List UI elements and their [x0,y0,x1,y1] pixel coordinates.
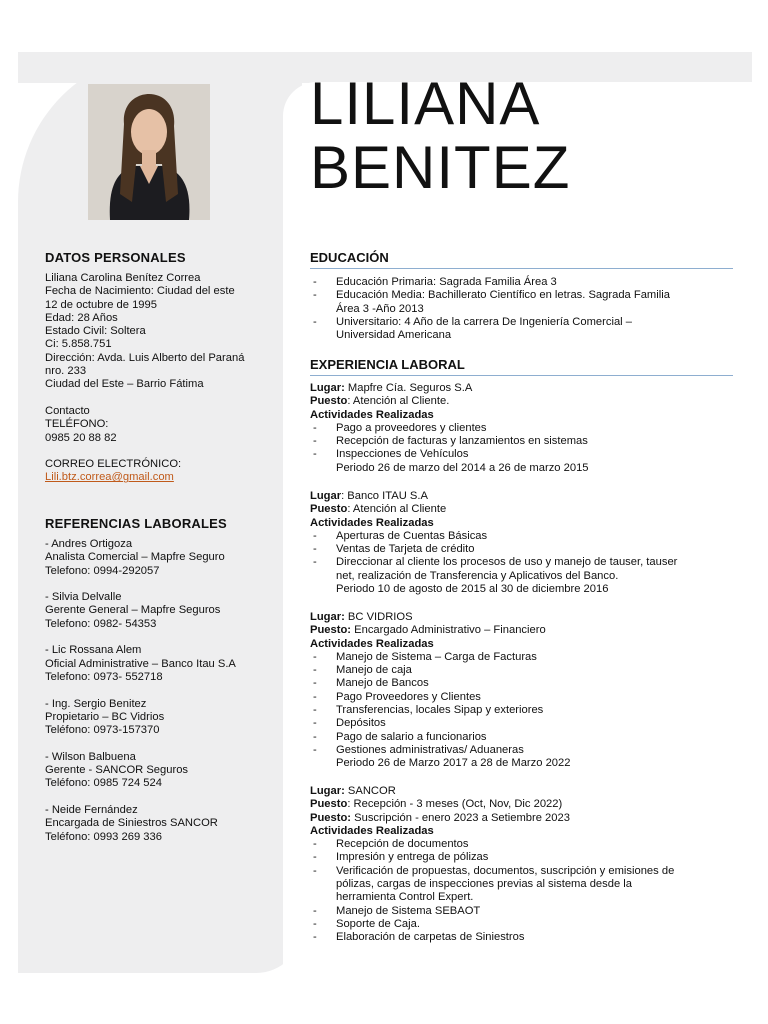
activity-line: Impresión y entrega de pólizas [336,851,489,864]
activity-item: - Manejo de Sistema – Carga de Facturas [310,651,730,664]
lugar-label: Lugar: [310,611,345,623]
puesto-label: Puesto [310,798,348,811]
activities-label: Actividades Realizadas [310,408,434,421]
job-bc-vidrios [310,611,730,771]
reference-phone: Teléfono: 0985 724 524 [45,777,162,790]
reference-name: - Wilson Balbuena [45,750,136,763]
activity-line: Pago de salario a funcionarios [336,730,487,743]
activity-line: Gestiones administrativas/ Aduaneras [336,743,524,756]
phone-label: TELÉFONO: [45,418,109,431]
puesto-value: : Atención al Cliente [347,503,447,516]
activity-line: Elaboración de carpetas de Siniestros [336,931,525,944]
activity-period: Periodo 26 de Marzo 2017 a 28 de Marzo 2022 [336,757,571,770]
personal-data [45,272,285,485]
activity-line: Aperturas de Cuentas Básicas [336,529,488,542]
personal-line: Estado Civil: Soltera [45,325,146,338]
lugar-value: Mapfre Cía. Seguros S.A [344,382,473,394]
lugar-label: Lugar: [310,785,345,797]
activity-item: - Depósitos [310,717,730,730]
activity-line: Recepción de documentos [336,838,469,851]
puesto-value: : Recepción - 3 meses (Oct, Nov, Dic 2022) [347,798,563,811]
activity-period: Periodo 10 de agosto de 2015 al 30 de diciembre 2016 [336,583,609,596]
full-name [310,72,570,200]
activity-line: Manejo de caja [336,664,412,677]
puesto-label: Puesto [310,395,348,408]
puesto-label: Puesto [310,503,348,516]
personal-line: Ciudad del Este – Barrio Fátima [45,378,204,391]
activity-line: Verificación de propuestas, documentos, suscripción y emisiones de [336,864,675,877]
activity-period: Periodo 26 de marzo del 2014 a 26 de marzo 2015 [336,461,589,474]
activity-item: - Manejo de Bancos [310,677,730,690]
activity-item: - Pago de salario a funcionarios [310,731,730,744]
personal-line: Fecha de Nacimiento: Ciudad del este [45,285,235,298]
reference-name: - Lic Rossana Alem [45,644,142,657]
activity-line: Manejo de Sistema SEBAOT [336,904,481,917]
activities-label: Actividades Realizadas [310,516,434,529]
activity-item: - Impresión y entrega de pólizas [310,851,730,864]
personal-line: nro. 233 [45,365,87,378]
activity-line: Pago Proveedores y Clientes [336,690,481,703]
reference-phone: Teléfono: 0993 269 336 [45,830,162,843]
education-line: Educación Media: Bachillerato Científico en letras. Sagrada Familia [336,289,670,302]
activity-item: - Gestiones administrativas/ Aduaneras Periodo 26 de Marzo 2017 a 28 de Marzo 2022 [310,744,730,771]
reference-name: - Neide Fernández [45,803,138,816]
education-line: Educación Primaria: Sagrada Familia Área 3 [336,276,557,288]
activity-line: Inspecciones de Vehículos [336,448,469,461]
puesto-value: : Atención al Cliente. [347,395,450,408]
activity-item: - Pago a proveedores y clientes [310,422,730,435]
education-heading: EDUCACIÓN [310,250,733,269]
activity-line: pólizas, cargas de inspecciones previas al sistema desde la [336,878,633,891]
reference-role: Encargada de Siniestros SANCOR [45,817,218,830]
activities-label: Actividades Realizadas [310,824,434,837]
reference-phone: Telefono: 0994-292057 [45,564,160,577]
reference-name: - Silvia Delvalle [45,591,122,604]
education-line: Universidad Americana [336,329,452,342]
personal-line: Ci: 5.858.751 [45,338,112,351]
references-list [45,538,285,844]
activity-item: - Recepción de documentos [310,838,730,851]
personal-line: Dirección: Avda. Luis Alberto del Paraná [45,351,245,364]
first-name: LILIANA [310,70,541,137]
education-item: - Universitario: 4 Año de la carrera De Ingeniería Comercial – Universidad Americana [310,316,730,343]
education-line: Universitario: 4 Año de la carrera De Ingeniería Comercial – [336,315,632,328]
personal-data-heading: DATOS PERSONALES [45,250,186,265]
activities-label: Actividades Realizadas [310,637,434,650]
lugar-value: SANCOR [344,785,396,797]
job-mapfre [310,382,730,475]
activity-line: Direccionar al cliente los procesos de uso y manejo de tauser, tauser [336,556,678,569]
activity-line: Transferencias, locales Sipap y exteriores [336,704,544,717]
reference-role: Gerente - SANCOR Seguros [45,764,189,777]
activity-item: - Aperturas de Cuentas Básicas [310,530,730,543]
personal-line: 12 de octubre de 1995 [45,298,157,311]
personal-line: Liliana Carolina Benítez Correa [45,272,201,284]
activity-line: Depósitos [336,717,386,730]
profile-photo [88,84,210,220]
activity-line: Pago a proveedores y clientes [336,421,487,434]
reference-name: - Ing. Sergio Benitez [45,697,147,710]
education-line: Área 3 -Año 2013 [336,302,424,315]
contact-label: Contacto [45,404,90,417]
activity-item: - Pago Proveedores y Clientes [310,691,730,704]
activity-item: - Recepción de facturas y lanzamientos en sistemas [310,435,730,448]
reference-phone: Teléfono: 0973-157370 [45,724,160,737]
education-item: - Educación Media: Bachillerato Científico en letras. Sagrada Familia Área 3 -Año 2013 [310,289,730,316]
activity-item: - Elaboración de carpetas de Siniestros [310,931,730,944]
reference-phone: Telefono: 0973- 552718 [45,670,163,683]
personal-line: Edad: 28 Años [45,311,118,324]
activity-item: - Soporte de Caja. [310,918,730,931]
puesto-value: Suscripción - enero 2023 a Setiembre 2023 [351,811,570,824]
job-itau [310,490,730,596]
lugar-label: Lugar [310,490,342,502]
activity-item: - Manejo de Sistema SEBAOT [310,905,730,918]
education-list [310,276,730,342]
last-name: BENITEZ [310,134,571,201]
activity-item: - Transferencias, locales Sipap y exteriores [310,704,730,717]
activity-item: - Inspecciones de Vehículos Periodo 26 de marzo del 2014 a 26 de marzo 2015 [310,448,730,475]
reference-role: Oficial Administrative – Banco Itau S.A [45,657,236,670]
activity-line: Ventas de Tarjeta de crédito [336,543,475,556]
activity-line: Soporte de Caja. [336,917,420,930]
references-heading: REFERENCIAS LABORALES [45,516,227,531]
activity-item: - Manejo de caja [310,664,730,677]
activity-line: Manejo de Sistema – Carga de Facturas [336,650,537,663]
activity-line: Manejo de Bancos [336,677,429,690]
reference-phone: Telefono: 0982- 54353 [45,617,157,630]
email-link[interactable]: Lili.btz.correa@gmail.com [45,471,174,484]
activity-item: - Verificación de propuestas, documentos, suscripción y emisiones de pólizas, cargas de inspecciones previas al sistema desde la herramienta Control Expert. [310,865,730,905]
reference-role: Gerente General – Mapfre Seguros [45,604,221,617]
activity-line: net, realización de Transferencia y Aplicativos del Banco. [336,569,619,582]
activity-item: - Ventas de Tarjeta de crédito [310,543,730,556]
phone-number: 0985 20 88 82 [45,431,117,444]
experience-heading: EXPERIENCIA LABORAL [310,357,733,376]
activity-line: herramienta Control Expert. [336,891,474,904]
education-item: - Educación Primaria: Sagrada Familia Área 3 [310,276,730,289]
puesto-label: Puesto: [310,624,352,637]
reference-name: - Andres Ortigoza [45,538,133,550]
job-sancor [310,785,730,945]
puesto-value: Encargado Administrativo – Financiero [351,624,546,637]
puesto-label: Puesto: [310,811,352,824]
lugar-label: Lugar: [310,382,345,394]
reference-role: Analista Comercial – Mapfre Seguro [45,551,225,564]
activity-item: - Direccionar al cliente los procesos de uso y manejo de tauser, tauser net, realización de Transferencia y Aplicativos del Banco. Periodo 10 de agosto de 2015 al 30 de diciembre 2016 [310,556,730,596]
reference-role: Propietario – BC Vidrios [45,710,165,723]
activity-line: Recepción de facturas y lanzamientos en sistemas [336,435,588,448]
email-label: CORREO ELECTRÓNICO: [45,458,182,471]
lugar-value: BC VIDRIOS [344,611,413,623]
lugar-value: : Banco ITAU S.A [341,490,428,502]
